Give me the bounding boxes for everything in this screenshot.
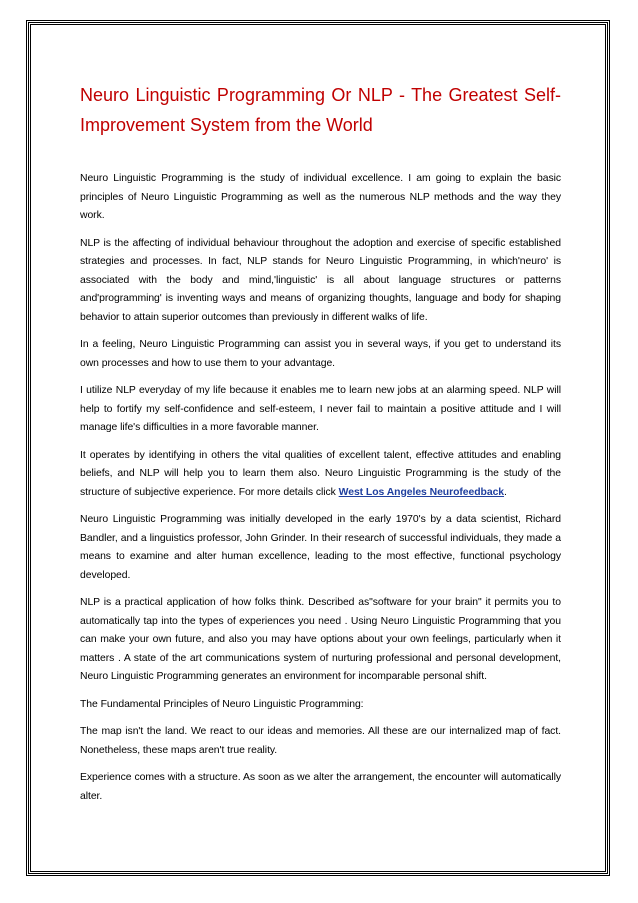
principles-heading: The Fundamental Principles of Neuro Linguistic Programming: <box>80 698 364 710</box>
paragraph-9: Experience comes with a structure. As soon as we alter the arrangement, the encounter will automatically alter. <box>80 772 561 802</box>
paragraph-3: In a feeling, Neuro Linguistic Programming can assist you in several ways, if you get to understand its own processes and how to use them to your advantage. <box>80 339 561 369</box>
paragraph-5-text: It operates by identifying in others the vital qualities of excellent talent, effective attitudes and enabling beliefs, and NLP will help you to learn them also. Neuro Linguistic Programming is the study of the structure of subjective experience. For more details click <box>80 449 561 498</box>
paragraph-5 <box>80 447 561 503</box>
paragraph-5-end: . <box>504 486 507 498</box>
paragraph-4: I utilize NLP everyday of my life because it enables me to learn new jobs at an alarming speed. NLP will help to fortify my self-confidence and self-esteem, I never fail to maintain a positive attitude and I will manage life's difficulties in a more favorable manner. <box>80 385 561 433</box>
paragraph-6: Neuro Linguistic Programming was initially developed in the early 1970's by a data scientist, Richard Bandler, and a linguistics professor, John Grinder. In their research of successful individuals, they made a means to examine and alter human excellence, leading to the most effective, functional psychology developed. <box>80 514 561 581</box>
neurofeedback-link[interactable]: West Los Angeles Neurofeedback <box>338 486 505 498</box>
document-body <box>80 80 561 815</box>
paragraph-8: The map isn't the land. We react to our ideas and memories. All these are our internalized map of fact. Nonetheless, these maps aren't true reality. <box>80 726 561 756</box>
paragraph-2: NLP is the affecting of individual behaviour throughout the adoption and exercise of specific established strategies and processes. In fact, NLP stands for Neuro Linguistic Programming, in which'neuro' is associated with the body and mind,'linguistic' is all about language structures or patterns and'programming' is inventing ways and means of organizing thoughts, language and body for shaping behavior to attain superior outcomes than previously in different walks of life. <box>80 237 561 323</box>
paragraph-1: Neuro Linguistic Programming is the study of individual excellence. I am going to explain the basic principles of Neuro Linguistic Programming as well as the numerous NLP methods and the way they work. <box>80 173 561 221</box>
paragraph-7: NLP is a practical application of how folks think. Described as"software for your brain" it permits you to automatically tap into the types of experiences you need . Using Neuro Linguistic Programming that you can make your own future, and also you may have options about your own feelings, particularly when it matters . A state of the art communications system of nurturing professional and personal development, Neuro Linguistic Programming generates an environment for incomparable personal shift. <box>80 597 561 682</box>
document-title: Neuro Linguistic Programming Or NLP - The Greatest Self-Improvement System from the World <box>80 85 561 135</box>
